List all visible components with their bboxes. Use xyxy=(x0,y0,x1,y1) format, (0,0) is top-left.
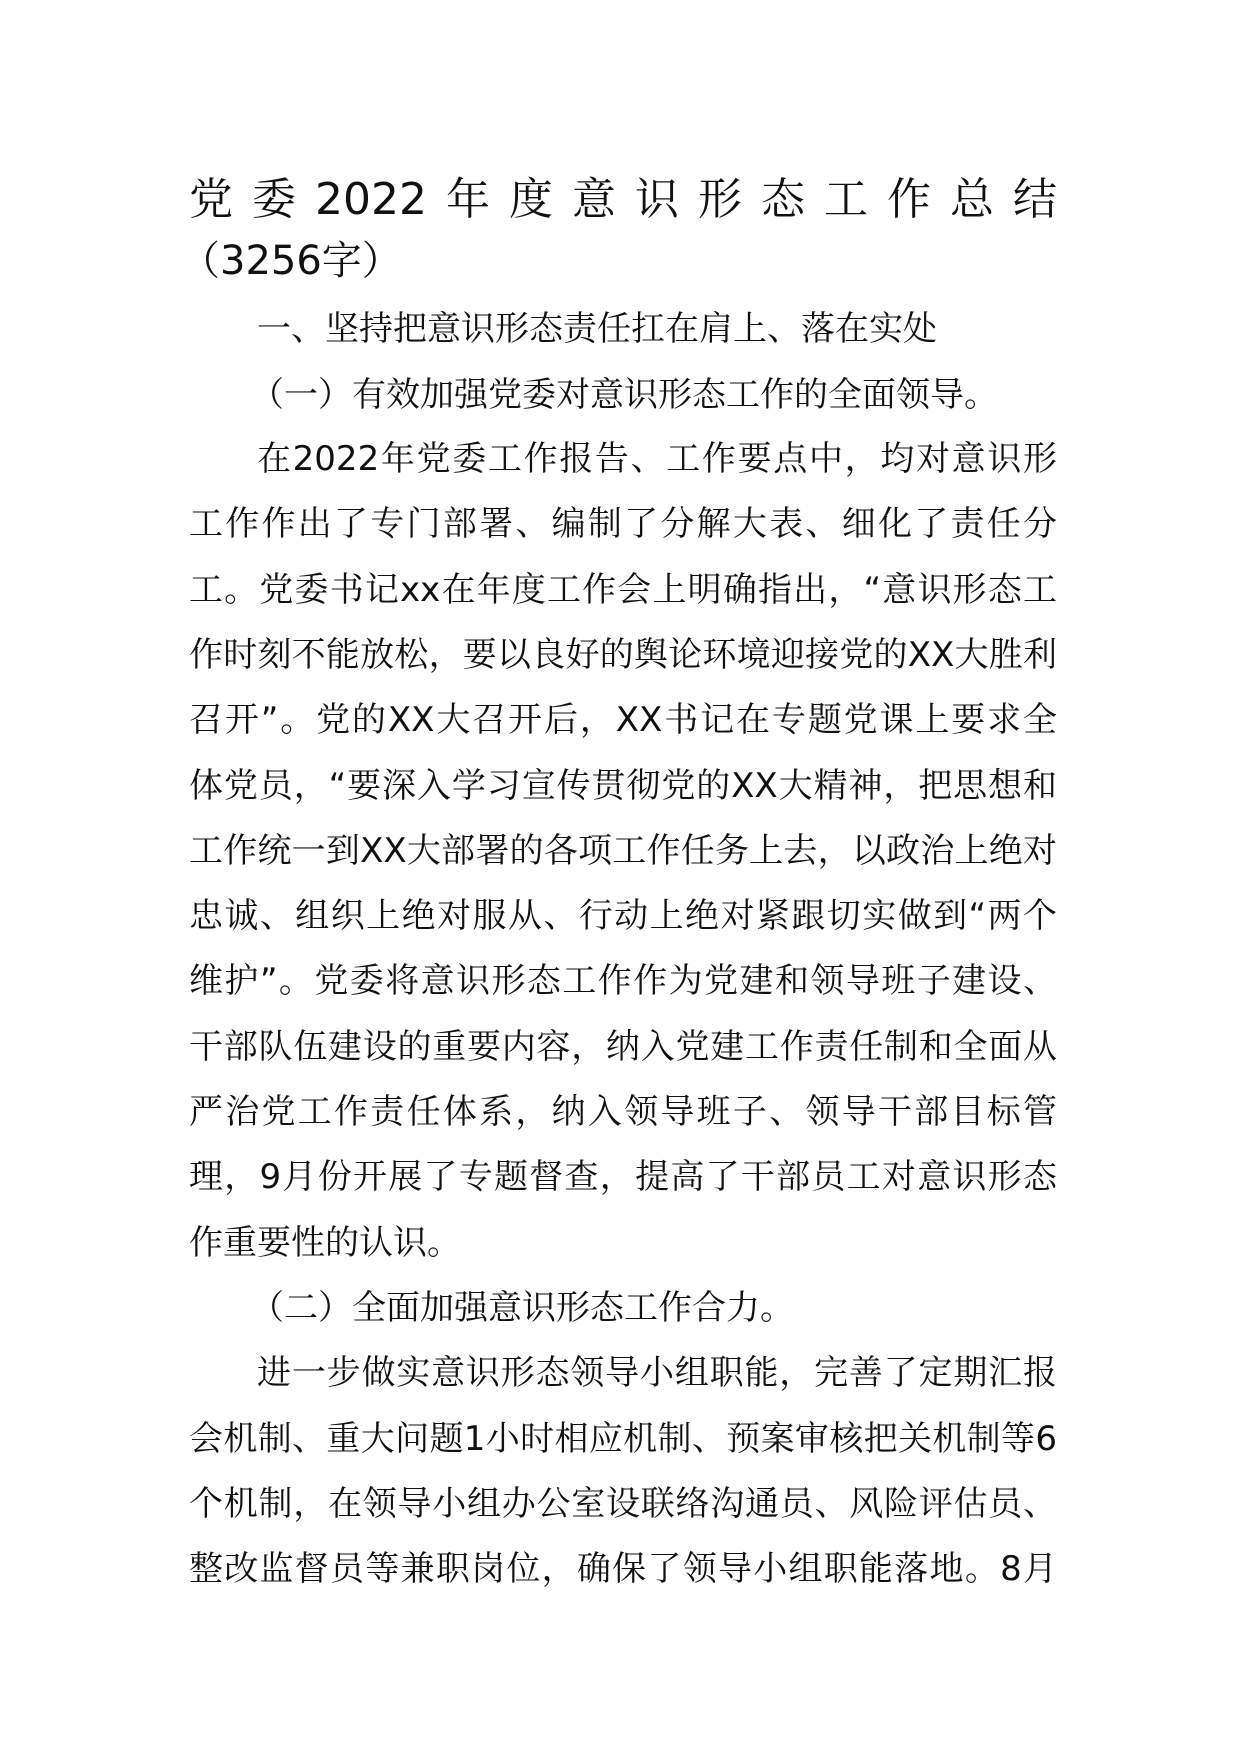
paragraph-line: 理，9月份开展了专题督查，提高了干部员工对意识形态 xyxy=(189,1157,1057,1198)
paragraph-line: 作重要性的认识。 xyxy=(189,1222,461,1263)
paragraph-line: 干部队伍建设的重要内容，纳入党建工作责任制和全面从 xyxy=(189,1026,1057,1067)
paragraph-line: 体党员，“要深入学习宣传贯彻党的XX大精神，把思想和 xyxy=(189,765,1057,806)
document-title: 党委2022年度意识形态工作总结 xyxy=(189,174,1057,225)
paragraph-line: 严治党工作责任体系，纳入领导班子、领导干部目标管 xyxy=(189,1092,1057,1132)
paragraph-line: 作时刻不能放松，要以良好的舆论环境迎接党的XX大胜利 xyxy=(189,634,1057,675)
paragraph-line: 会机制、重大问题1小时相应机制、预案审核把关机制等6 xyxy=(189,1418,1057,1459)
paragraph-line: 维护”。党委将意识形态工作作为党建和领导班子建设、 xyxy=(189,961,1057,1002)
subsection-heading-2: （二）全面加强意识形态工作合力。 xyxy=(250,1287,794,1328)
paragraph-line: 进一步做实意识形态领导小组职能，完善了定期汇报 xyxy=(257,1353,1057,1394)
paragraph-line: 工作统一到XX大部署的各项工作任务上去，以政治上绝对 xyxy=(189,830,1057,871)
paragraph-line: 整改监督员等兼职岗位，确保了领导小组职能落地。8月 xyxy=(189,1549,1057,1590)
paragraph-line: 在2022年党委工作报告、工作要点中，均对意识形 xyxy=(257,439,1057,479)
paragraph-line: 忠诚、组织上绝对服从、行动上绝对紧跟切实做到“两个 xyxy=(189,896,1057,937)
section-heading-1: 一、坚持把意识形态责任扛在肩上、落在实处 xyxy=(257,309,937,349)
document-title-wordcount: （3256字） xyxy=(180,238,402,284)
paragraph-line: 工。党委书记xx在年度工作会上明确指出，“意识形态工 xyxy=(189,569,1057,610)
subsection-heading-1: （一）有效加强党委对意识形态工作的全面领导。 xyxy=(250,375,998,415)
paragraph-line: 个机制，在领导小组办公室设联络沟通员、风险评估员、 xyxy=(189,1483,1057,1524)
paragraph-line: 召开”。党的XX大召开后，XX书记在专题党课上要求全 xyxy=(189,700,1057,741)
paragraph-line: 工作作出了专门部署、编制了分解大表、细化了责任分 xyxy=(189,504,1057,545)
